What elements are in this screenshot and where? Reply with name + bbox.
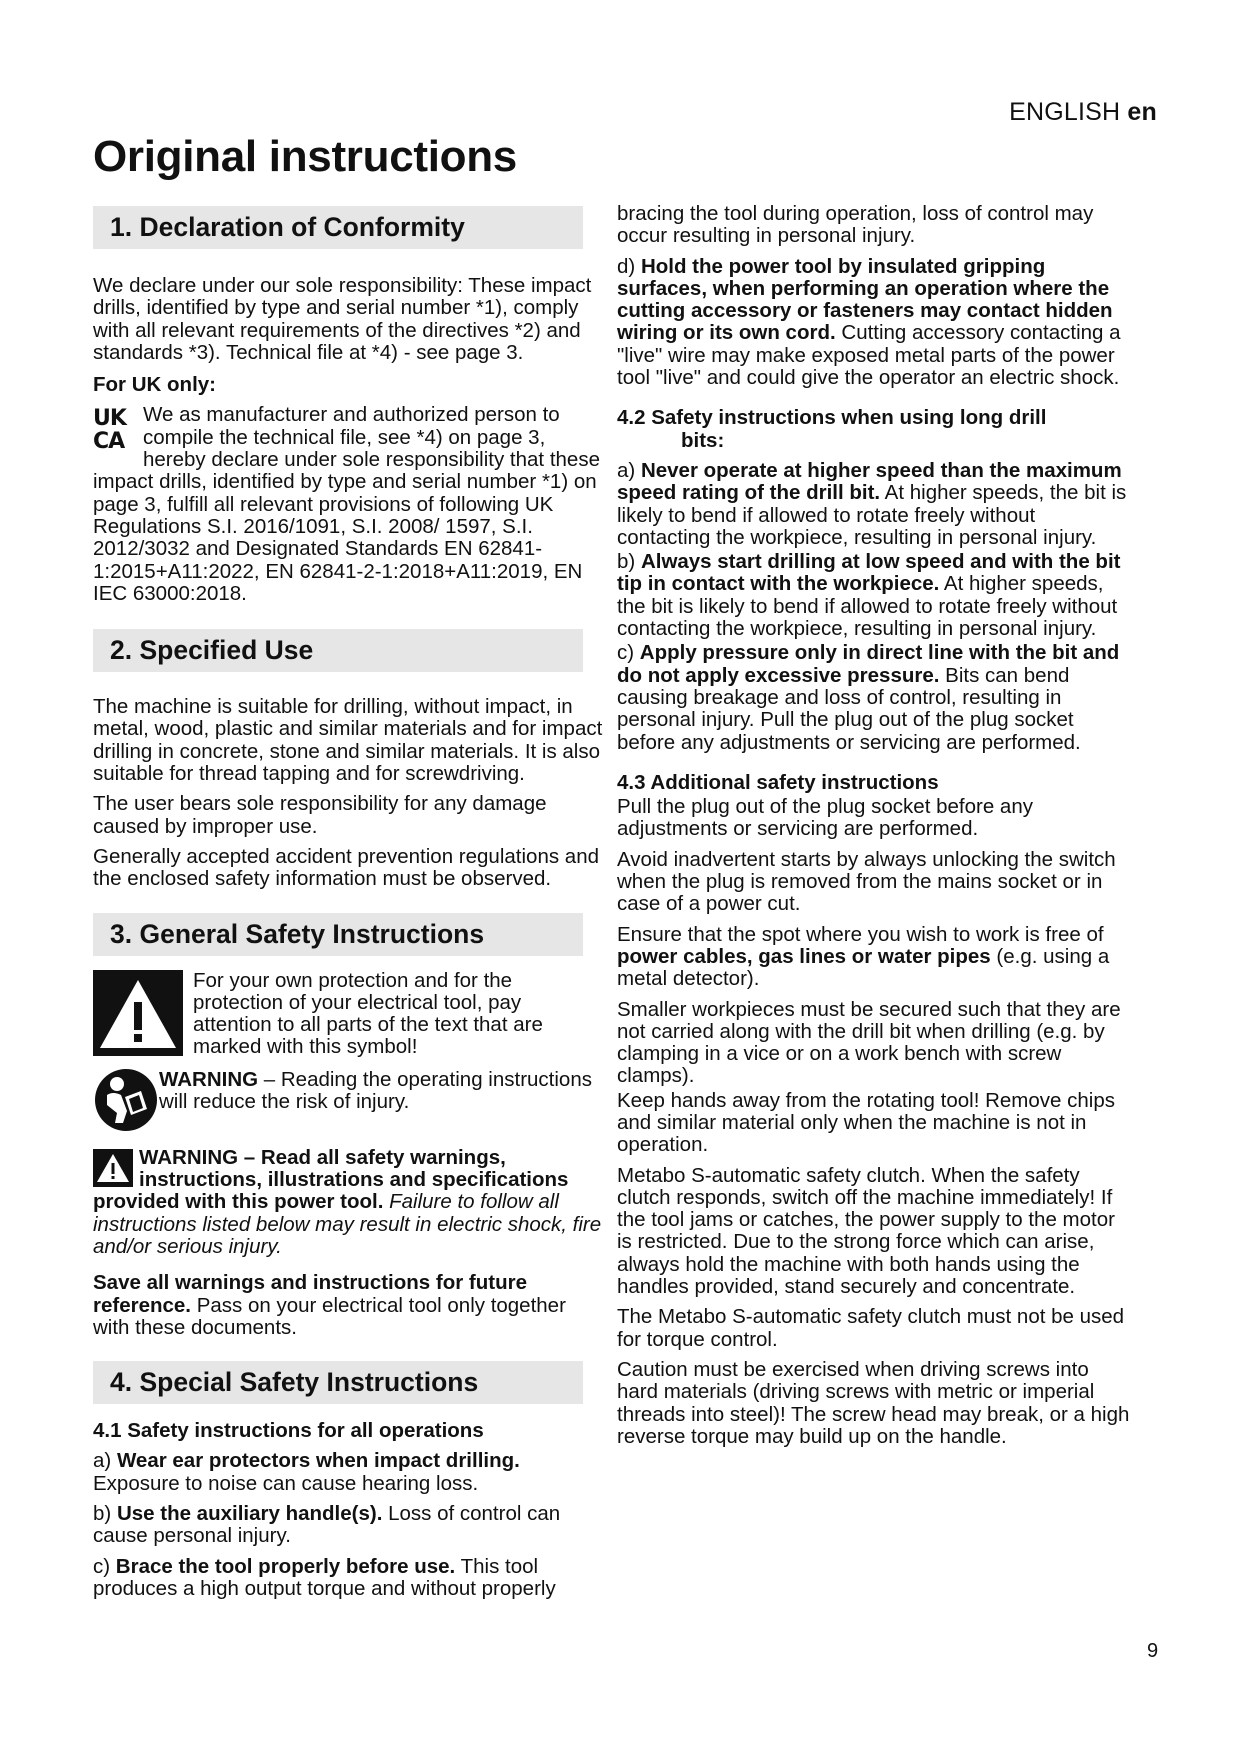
additional-p3: Ensure that the spot where you wish to work is free of power cables, gas lines or water pipes (e.g. using a metal detector). <box>617 922 1110 991</box>
warning-triangle-icon <box>93 970 183 1056</box>
read-manual-warning <box>93 1067 605 1133</box>
read-manual-icon <box>93 1067 159 1133</box>
additional-p7: The Metabo S-automatic safety clutch must not be used for torque control. <box>617 1305 1125 1351</box>
general-warning-bold: WARNING – Read all safety warnings, instructions, illustrations and specifications provided with this power tool. <box>93 1145 569 1214</box>
item-4-1-b: b) Use the auxiliary handle(s). Loss of control can cause personal injury. <box>93 1501 561 1548</box>
language-label <box>1009 98 1157 127</box>
symbol-explanation <box>93 970 605 1059</box>
read-manual-warning-text: WARNING – Reading the operating instructions will reduce the risk of injury. <box>159 1067 592 1114</box>
additional-p6: Metabo S-automatic safety clutch. When the safety clutch responds, switch off the machine immediately! If the tool jams or catches, the power supply to the motor is restricted. Due to the strong force which can arise, always hold the machine with both hands using the handles provided, stand securely and concentrate. <box>617 1163 1115 1299</box>
svg-text:CA: CA <box>93 429 125 451</box>
save-instructions: Save all warnings and instructions for future reference. Pass on your electrical tool only together with these documents. <box>93 1271 566 1339</box>
section-heading-general-safety: 3. General Safety Instructions <box>93 913 583 956</box>
uk-only-label: For UK only: <box>93 373 216 397</box>
ukca-mark-icon <box>93 406 137 450</box>
specified-use-p3: Generally accepted accident prevention regulations and the enclosed safety information must be observed. <box>93 844 599 891</box>
page-number: 9 <box>1147 1640 1159 1662</box>
item-4-2-a: a) Never operate at higher speed than the maximum speed rating of the drill bit. At higher speeds, the bit is likely to bend if allowed to rotate freely without contacting the workpiece, resulting in personal injury. <box>617 458 1127 549</box>
specified-use-p2: The user bears sole responsibility for any damage caused by improper use. <box>93 792 547 838</box>
warning-small-icon <box>93 1149 133 1187</box>
language-name: ENGLISH <box>1009 98 1121 126</box>
uk-declaration <box>93 404 605 605</box>
additional-p4: Smaller workpieces must be secured such that they are not carried along with the drill bit when drilling (e.g. by clamping in a vice or on a work bench with screw clamps). <box>617 997 1121 1088</box>
additional-p1: Pull the plug out of the plug socket before any adjustments or servicing are performed. <box>617 795 1033 841</box>
section-heading-specified-use: 2. Specified Use <box>93 629 583 672</box>
specified-use-p1: The machine is suitable for drilling, without impact, in metal, wood, plastic and similar materials and for impact drilling in concrete, stone and similar materials. It is also suitable for thread tapping and for screwdriving. <box>93 695 603 786</box>
item-4-1-d: d) Hold the power tool by insulated gripping surfaces, when performing an operation where the cutting accessory or fasteners may contact hidden wiring or its own cord. Cutting accessory contacting a "live" wire may make exposed metal parts of the power tool "live" and could give the operator an electric shock. <box>617 254 1121 390</box>
uk-declaration-text: We as manufacturer and authorized person to compile the technical file, see *4) on page 3, hereby declare under sole responsibility that these impact drills, identified by type and serial number *1) on page 3, fulfill all relevant provisions of following UK Regulations S.I. 2016/1091, S.I. 2008/ 1597, S.I. 2012/3032 and Designated Standards EN 62841-1:2015+A11:2022, EN 62841-2-1:2018+A11:2019, EN IEC 63000:2018. <box>93 403 600 605</box>
additional-p2: Avoid inadvertent starts by always unlocking the switch when the plug is removed from the mains socket or in case of a power cut. <box>617 847 1116 916</box>
subsection-4-1-title: 4.1 Safety instructions for all operations <box>93 1419 484 1443</box>
right-column <box>617 203 1132 1456</box>
declaration-text: We declare under our sole responsibility: These impact drills, identified by type and serial number *1), comply with all relevant requirements of the directives *2) and standards *3). Technical file at *4) - see page 3. <box>93 274 592 364</box>
item-4-1-a: a) Wear ear protectors when impact drilling. Exposure to noise can cause hearing loss. <box>93 1449 520 1495</box>
subsection-4-3-title: 4.3 Additional safety instructions <box>617 770 939 794</box>
language-code: en <box>1127 98 1157 126</box>
additional-p8: Caution must be exercised when driving screws into hard materials (driving screws with metric or imperial threads into steel)! The screw head may break, or a high reverse torque may build up on the handle. <box>617 1357 1130 1448</box>
section-heading-declaration: 1. Declaration of Conformity <box>93 206 583 249</box>
left-column <box>93 206 605 1608</box>
general-warning-italic: Failure to follow all instructions listed below may result in electric shock, fire and/or serious injury. <box>93 1190 602 1258</box>
section-heading-special-safety: 4. Special Safety Instructions <box>93 1361 583 1404</box>
symbol-explanation-text: For your own protection and for the protection of your electrical tool, pay attention to all parts of the text that are marked with this symbol! <box>193 968 543 1059</box>
subsection-4-2-title: 4.2 Safety instructions when using long drill bits: <box>617 406 1047 452</box>
page-title: Original instructions <box>93 132 517 181</box>
warning-label: WARNING <box>159 1067 259 1091</box>
additional-p5: Keep hands away from the rotating tool! Remove chips and similar material only when the machine is not in operation. <box>617 1088 1115 1157</box>
svg-text:UK: UK <box>93 406 126 432</box>
item-4-1-c-continued: bracing the tool during operation, loss of control may occur resulting in personal injury. <box>617 202 1094 248</box>
general-warning <box>93 1147 605 1258</box>
item-4-1-c: c) Brace the tool properly before use. This tool produces a high output torque and without properly <box>93 1554 556 1600</box>
item-4-2-c: c) Apply pressure only in direct line with the bit and do not apply excessive pressure. Bits can bend causing breakage and loss of control, resulting in personal injury. Pull the plug out of the plug socket before any adjustments or servicing are performed. <box>617 641 1120 754</box>
item-4-2-b: b) Always start drilling at low speed and with the bit tip in contact with the workpiece. At higher speeds, the bit is likely to bend if allowed to rotate freely without contacting the workpiece, resulting in personal injury. <box>617 550 1121 641</box>
